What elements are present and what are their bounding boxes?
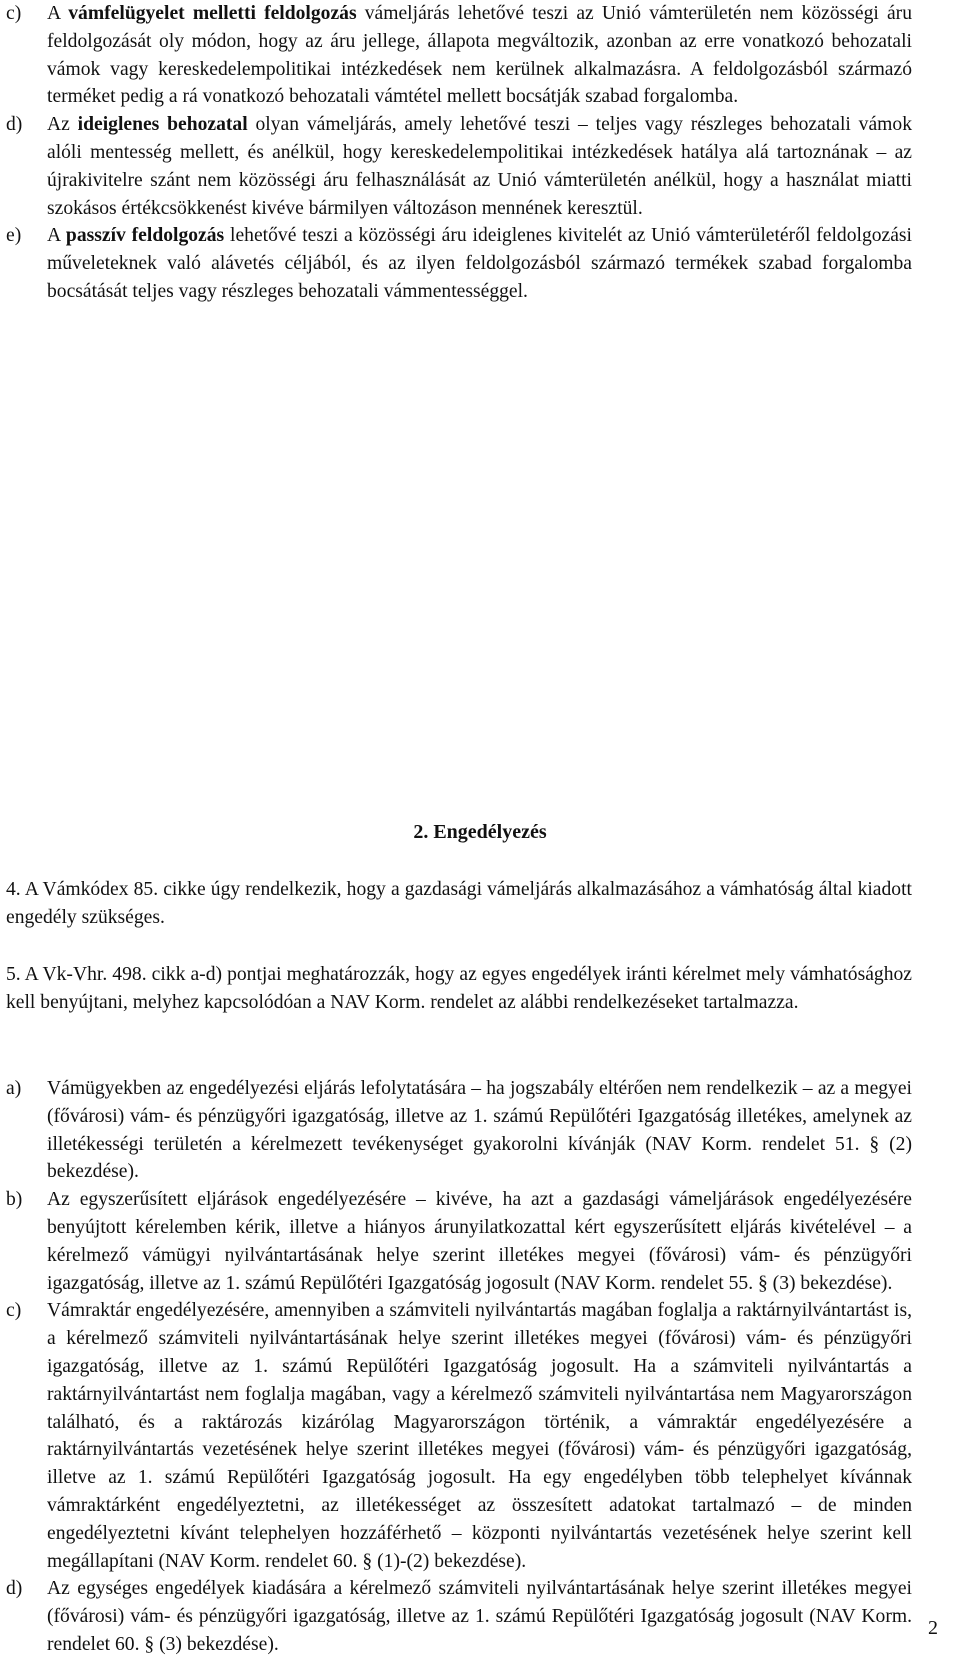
item-text: Vámügyekben az engedélyezési eljárás lefolytatására – ha jogszabály eltérően nem rendelkezik – az a megyei (fővárosi) vám- és pénzügyőri igazgatóság, illetve az 1. számú Repülőtéri Igazgatóság illetékes, amelynek az illetékességi területén a kérelmezett tevékenységet gyakorolni kívánják (NAV Korm. rendelet 51. § (2) bekezdése). (47, 1078, 912, 1183)
list-item-b (6, 1186, 912, 1297)
bold-term: ideiglenes behozatal (77, 114, 248, 136)
bold-term: vámfelügyelet melletti feldolgozás (68, 3, 357, 24)
authority-list (6, 1075, 912, 1659)
paragraph-5: 5. A Vk-Vhr. 498. cikk a-d) pontjai meghatározzák, hogy az egyes engedélyek iránti kérelmet mely vámhatósághoz kell benyújtani, melyhez kapcsolódóan a NAV Korm. rendelet az alábbi rendelkezéseket tartalmazza. (6, 964, 912, 1013)
list-item-d (6, 111, 912, 222)
list-item-a (6, 1075, 912, 1186)
bold-term: passzív feldolgozás (65, 225, 225, 247)
item-label: a) (6, 1078, 22, 1099)
item-label: c) (6, 1300, 22, 1322)
paragraph-4: 4. A Vámkódex 85. cikke úgy rendelkezik, hogy a gazdasági vámeljárás alkalmazásához a vámhatóság által kiadott engedély szükséges. (6, 879, 912, 928)
section-heading: 2. Engedélyezés (413, 821, 547, 843)
procedure-list (6, 0, 912, 306)
item-text: Az egyszerűsített eljárások engedélyezésére – kivéve, ha azt a gazdasági vámeljárások engedélyezésére benyújtott kérelemben kérik, illetve a hiányos árunyilatkozattal kért egyszerűsített eljárás kivételével – a kérelmező vámügyi nyilvántartásának helye szerint illetékes megyei (fővárosi) vám- és pénzügyőri igazgatóság, illetve az 1. számú Repülőtéri Igazgatóság jogosult (NAV Korm. rendelet 55. § (3) bekezdése). (47, 1189, 912, 1294)
list-item-e (6, 222, 912, 305)
item-text: Az egységes engedélyek kiadására a kérelmező számviteli nyilvántartásának helye szerint illetékes megyei (fővárosi) vám- és pénzügyőri igazgatóság, illetve az 1. számú Repülőtéri Igazgatóság jogosult (NAV Korm. rendelet 60. § (3) bekezdése). (47, 1578, 912, 1655)
item-label: d) (6, 114, 23, 136)
item-text: A passzív feldolgozás lehetővé teszi a közösségi áru ideiglenes kivitelét az Unió vámterületéről feldolgozási műveleteknek való alávetés céljából, és az ilyen feldolgozásból származó termékek szabad forgalomba bocsátását teljes vagy részleges behozatali vámmentességgel. (47, 225, 913, 302)
list-item-d2 (6, 1575, 912, 1658)
item-label: e) (6, 225, 22, 247)
item-label: d) (6, 1578, 23, 1600)
list-item-c2 (6, 1297, 912, 1575)
item-label: c) (6, 3, 22, 24)
item-label: b) (6, 1189, 23, 1211)
page-number: 2 (928, 1617, 938, 1639)
item-text: A vámfelügyelet melletti feldolgozás vámeljárás lehetővé teszi az Unió vámterületén nem közösségi áru feldolgozását oly módon, hogy az áru jellege, állapota megváltozik, azonban az erre vonatkozó behozatali vámok vagy kereskedelempolitikai intézkedések nem kerülnek alkalmazásra. A feldolgozásból származó terméket pedig a rá vonatkozó behozatali vámtétel mellett bocsátják szabad forgalomba. (47, 3, 913, 108)
list-item-c (6, 0, 912, 111)
item-text: Vámraktár engedélyezésére, amennyiben a számviteli nyilvántartás magában foglalja a raktárnyilvántartást is, a kérelmező számviteli nyilvántartásának helye szerint illetékes megyei (fővárosi) vám- és pénzügyőri igazgatóság, illetve az 1. számú Repülőtéri Igazgatóság jogosult. Ha a számviteli nyilvántartás a raktárnyilvántartást nem foglalja magában, vagy a kérelmező számviteli nyilvántartása nem Magyarországon található, és a raktározás kizárólag Magyarországon történik, a vámraktár engedélyezésére a raktárnyilvántartás vezetésének helye szerint illetékes megyei (fővárosi) vám- és pénzügyőri igazgatóság, illetve az 1. számú Repülőtéri Igazgatóság jogosult. Ha egy engedélyben több telephelyet kívánnak vámraktárként engedélyeztetni, az illetékességet az összesített adatokat tartalmazó – de minden engedélyeztetni kívánt telephelyen hozzáférhető – központi nyilvántartás vezetésének helye szerint kell megállapítani (NAV Korm. rendelet 60. § (1)-(2) bekezdése). (47, 1300, 912, 1572)
item-text: Az ideiglenes behozatal olyan vámeljárás, amely lehetővé teszi – teljes vagy részleges behozatali vámok alóli mentesség mellett, és anélkül, hogy kereskedelempolitikai intézkedések hatálya alá tartoznának – az újrakivitelre szánt nem közösségi áru felhasználását az Unió vámterületén anélkül, hogy a használat miatti szokásos értékcsökkenést kivéve bármilyen változáson mennének keresztül. (47, 114, 912, 219)
